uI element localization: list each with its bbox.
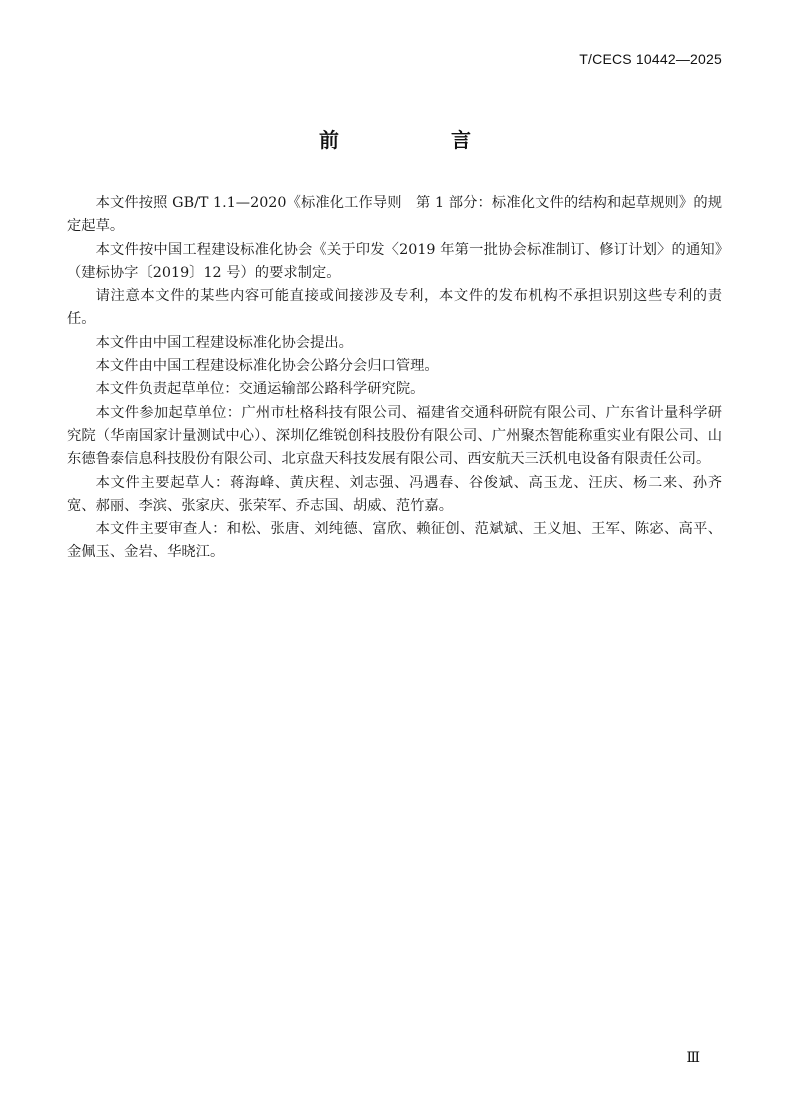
- standard-code: T/CECS 10442—2025: [579, 51, 722, 67]
- page-number: Ⅲ: [686, 1050, 700, 1066]
- paragraph-formulation-basis: 本文件按中国工程建设标准化协会《关于印发〈2019 年第一批协会标准制订、修订计划〉的通知》（建标协字〔2019〕12 号）的要求制定。: [67, 241, 722, 281]
- page-title: 前 言: [319, 128, 517, 152]
- paragraph-administrator: 本文件由中国工程建设标准化协会公路分会归口管理。: [95, 358, 439, 375]
- paragraph-main-drafters: 本文件主要起草人：蒋海峰、黄庆程、刘志强、冯遇春、谷俊斌、高玉龙、汪庆、杨二来、孙齐宽、郝丽、李滨、张家庆、张荣军、乔志国、胡威、范竹嘉。: [67, 474, 722, 514]
- paragraph-participating-drafters: 本文件参加起草单位：广州市杜格科技有限公司、福建省交通科研院有限公司、广东省计量科学研究院（华南国家计量测试中心）、深圳亿维锐创科技股份有限公司、广州聚杰智能称重实业有限公司、山东德鲁泰信息科技股份有限公司、北京盘天科技发展有限公司、西安航天三沃机电设备有限责任公司。: [67, 404, 722, 468]
- paragraph-proposer: 本文件由中国工程建设标准化协会提出。: [95, 334, 353, 351]
- paragraph-lead-drafter: 本文件负责起草单位：交通运输部公路科学研究院。: [95, 381, 425, 398]
- paragraph-patent-notice: 请注意本文件的某些内容可能直接或间接涉及专利，本文件的发布机构不承担识别这些专利的责任。: [67, 288, 722, 328]
- paragraph-main-reviewers: 本文件主要审查人：和松、张唐、刘纯德、富欣、赖征创、范斌斌、王义旭、王军、陈宓、高平、金佩玉、金岩、华晓江。: [67, 521, 722, 561]
- foreword-body: [67, 192, 722, 565]
- paragraph-drafting-rules: 本文件按照 GB/T 1.1—2020《标准化工作导则 第 1 部分：标准化文件的结构和起草规则》的规定起草。: [67, 195, 722, 235]
